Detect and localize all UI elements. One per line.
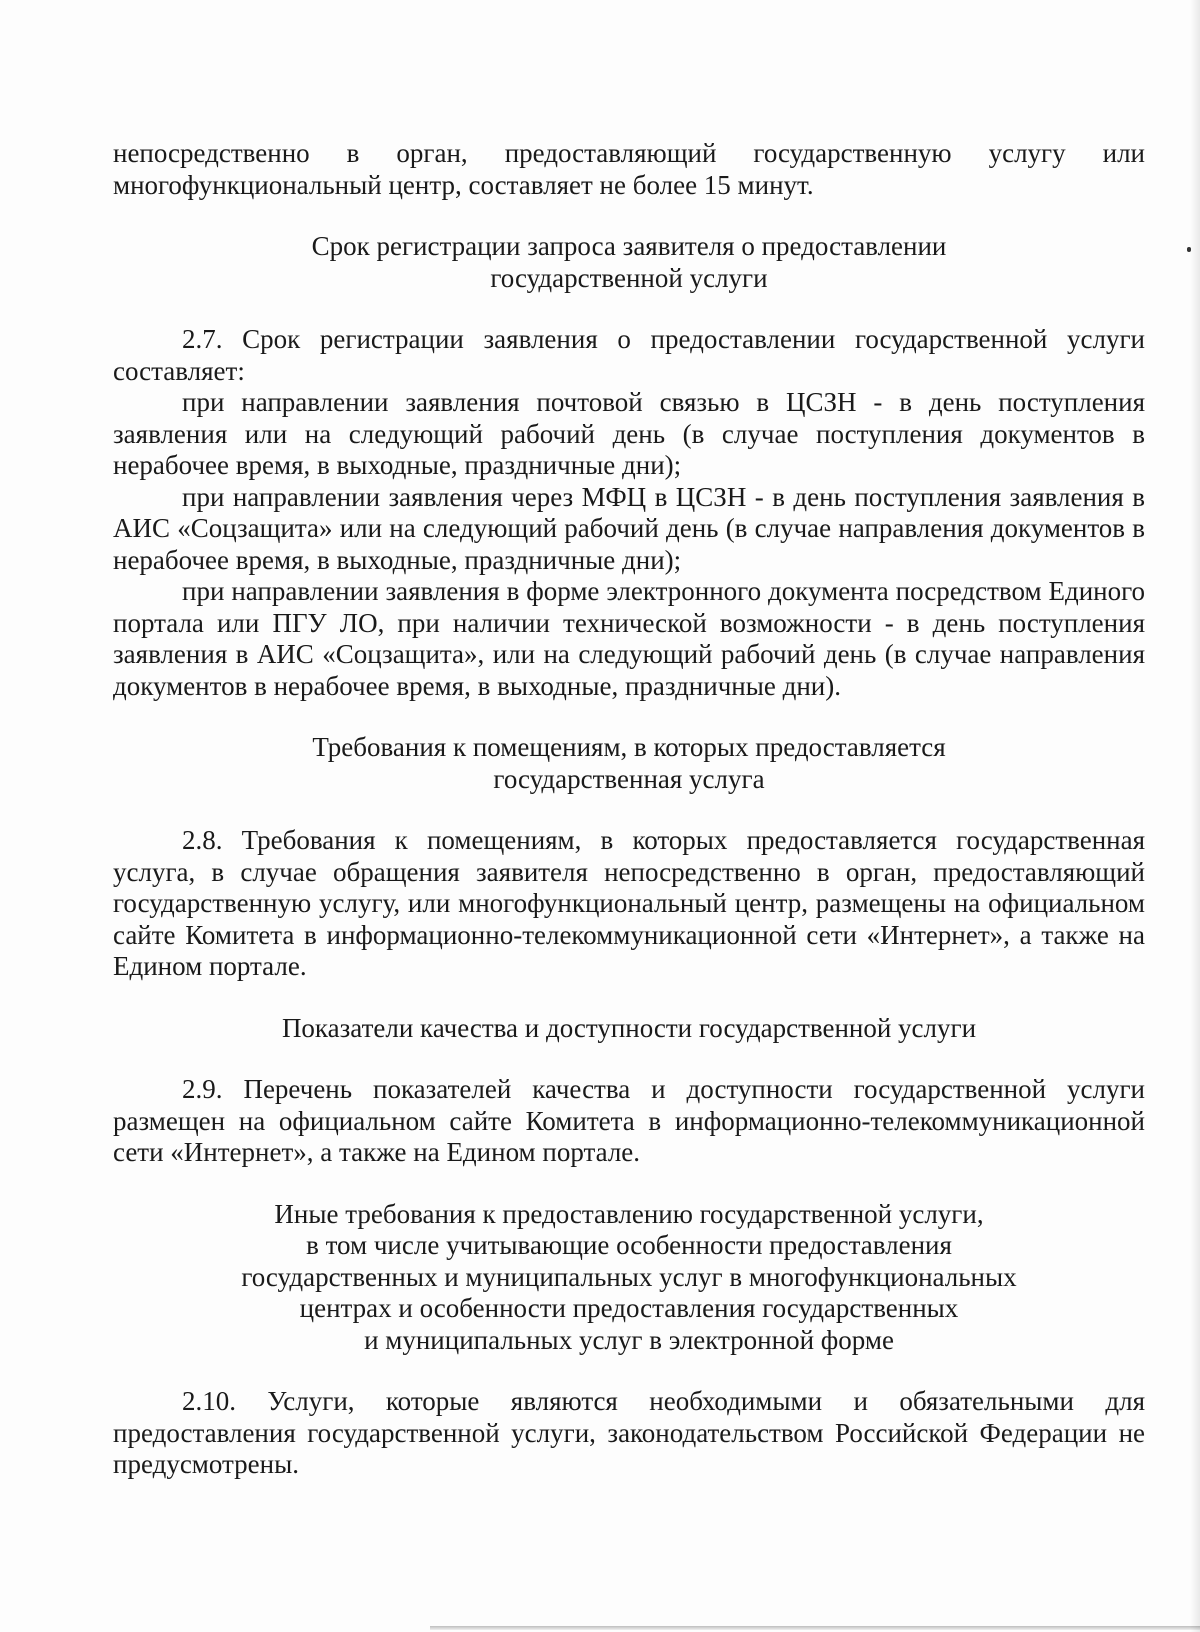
- scan-edge-shadow: [1190, 0, 1200, 1632]
- paragraph-2-8: 2.8. Требования к помещениям, в которых предоставляется государственная услуга, в случае обращения заявителя непосредственно в орган, предоставляющий государственную услугу, или многофункциональный центр, размещены на официальном сайте Комитета в информационно-телекоммуникационной сети «Интернет», а также на Едином портале.: [113, 825, 1145, 981]
- section-heading-premises: [113, 732, 1145, 795]
- section-heading-registration: [113, 231, 1145, 294]
- paragraph-2-9: 2.9. Перечень показателей качества и доступности государственной услуги размещен на официальном сайте Комитета в информационно-телекоммуникационной сети «Интернет», а также на Едином портале.: [113, 1074, 1145, 1167]
- paragraph-mfc-submission: при направлении заявления через МФЦ в ЦСЗН - в день поступления заявления в АИС «Соцзащита» или на следующий рабочий день (в случае направления документов в нерабочее время, в выходные, праздничные дни);: [113, 481, 1145, 575]
- paragraph-mail-submission: при направлении заявления почтовой связью в ЦСЗН - в день поступления заявления или на следующий рабочий день (в случае поступления документов в нерабочее время, в выходные, праздничные дни);: [113, 387, 1145, 480]
- scan-speck: [1187, 247, 1191, 252]
- heading-line: государственной услуги: [490, 262, 768, 293]
- section-heading-other-requirements: [113, 1199, 1145, 1357]
- heading-line: Иные требования к предоставлению государственной услуги,: [274, 1198, 984, 1229]
- heading-line: Срок регистрации запроса заявителя о предоставлении: [311, 231, 947, 261]
- paragraph-2-10: 2.10. Услуги, которые являются необходимыми и обязательными для предоставления государственной услуги, законодательством Российской Федерации не предусмотрены.: [113, 1386, 1145, 1479]
- scan-bottom-edge: [430, 1626, 1200, 1630]
- heading-line: в том числе учитывающие особенности предоставления: [306, 1230, 952, 1260]
- paragraph-electronic-submission: при направлении заявления в форме электронного документа посредством Единого портала или ПГУ ЛО, при наличии технической возможности - в день поступления заявления в АИС «Соцзащита», или на следующий рабочий день (в случае направления документов в нерабочее время, в выходные, праздничные дни).: [113, 576, 1145, 701]
- intro-paragraph: непосредственно в орган, предоставляющий государственную услугу или многофункциональный центр, составляет не более 15 минут.: [113, 138, 1145, 200]
- heading-line: Требования к помещениям, в которых предоставляется: [312, 732, 946, 762]
- heading-line: государственная услуга: [493, 763, 765, 794]
- heading-line: центрах и особенности предоставления государственных: [299, 1293, 959, 1323]
- heading-line: Показатели качества и доступности государственной услуги: [281, 1012, 977, 1043]
- heading-line: и муниципальных услуг в электронной форме: [364, 1324, 894, 1355]
- document-body: [113, 138, 1145, 1481]
- heading-line: государственных и муниципальных услуг в многофункциональных: [241, 1261, 1017, 1292]
- paragraph-2-7: 2.7. Срок регистрации заявления о предоставлении государственной услуги составляет:: [113, 324, 1145, 386]
- section-heading-quality: [113, 1013, 1145, 1045]
